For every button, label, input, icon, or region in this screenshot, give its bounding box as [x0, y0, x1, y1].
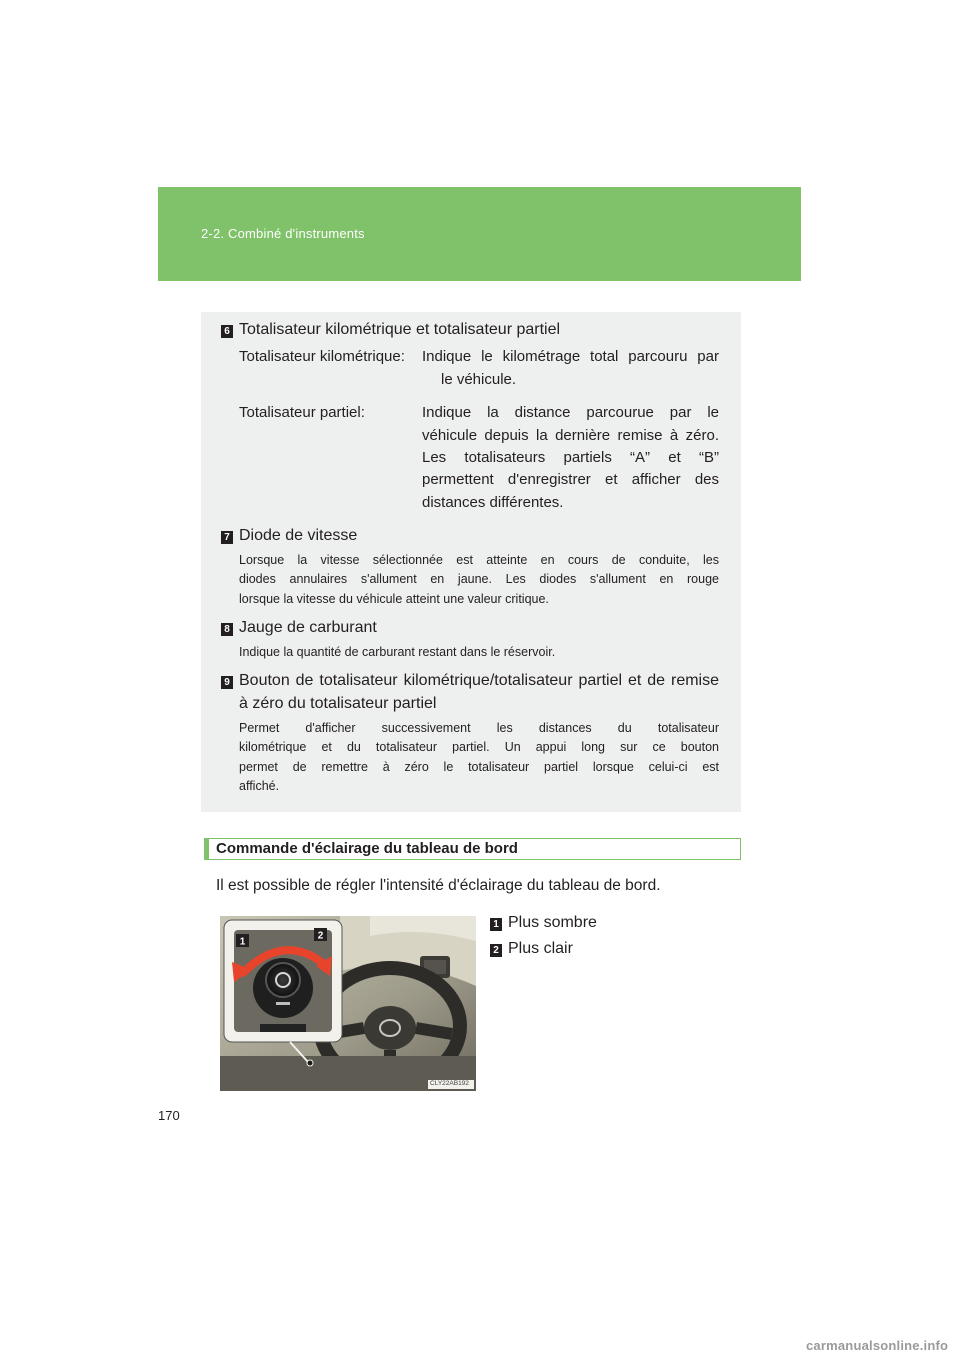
- trip-meter-desc-line4: permettent d'enregistrer et afficher des: [422, 471, 719, 488]
- item-7-desc-line3: lorsque la vitesse du véhicule atteint une valeur critique.: [239, 592, 549, 606]
- trip-meter-desc-line3: Les totalisateurs partiels “A” et “B”: [422, 449, 719, 466]
- svg-text:1: 1: [239, 936, 246, 948]
- dashboard-illustration: [220, 916, 476, 1091]
- dashboard-illumination-photo: [220, 916, 476, 1091]
- odometer-label: Totalisateur kilométrique:: [239, 348, 405, 365]
- image-code: CLY22AB192: [430, 1080, 469, 1087]
- item-9-desc-line2: kilométrique et du totalisateur partiel. Un appui long sur ce bouton: [239, 740, 719, 754]
- item-9-desc-line4: affiché.: [239, 779, 280, 793]
- item-9-title-line1: Bouton de totalisateur kilométrique/totalisateur partiel et de remise: [239, 672, 719, 689]
- item-9-desc-line1: Permet d'afficher successivement les distances du totalisateur: [239, 721, 719, 735]
- item-7-desc-line1: Lorsque la vitesse sélectionnée est atteinte en cours de conduite, les: [239, 553, 719, 567]
- trip-meter-desc-line1: Indique la distance parcourue par le: [422, 404, 719, 421]
- item-7-desc-line2: diodes annulaires s'allument en jaune. Les diodes s'allument en rouge: [239, 572, 719, 586]
- legend-number-1: 1: [490, 918, 502, 931]
- odometer-desc-line1: Indique le kilométrage total parcouru par: [422, 348, 719, 365]
- item-8-desc-line1: Indique la quantité de carburant restant dans le réservoir.: [239, 645, 556, 659]
- page-number: 170: [158, 1108, 180, 1123]
- item-number-7: 7: [221, 531, 233, 544]
- svg-text:2: 2: [317, 930, 324, 942]
- item-number-9: 9: [221, 676, 233, 689]
- section-heading-accent: [204, 838, 209, 860]
- item-number-6: 6: [221, 325, 233, 338]
- item-9-desc-line3: permet de remettre à zéro le totalisateur partiel lorsque celui-ci est: [239, 760, 719, 774]
- section-intro: Il est possible de régler l'intensité d'éclairage du tableau de bord.: [216, 877, 661, 894]
- trip-meter-desc-line5: distances différentes.: [422, 494, 564, 511]
- legend-number-2: 2: [490, 944, 502, 957]
- odometer-desc-line2: le véhicule.: [441, 371, 517, 388]
- item-7-title: Diode de vitesse: [239, 527, 358, 544]
- item-6-title: Totalisateur kilométrique et totalisateur partiel: [239, 321, 561, 338]
- item-number-8: 8: [221, 623, 233, 636]
- legend-label-brighter: Plus clair: [508, 940, 573, 957]
- trip-meter-label: Totalisateur partiel:: [239, 404, 365, 421]
- legend-label-darker: Plus sombre: [508, 914, 597, 931]
- breadcrumb: 2-2. Combiné d'instruments: [201, 226, 365, 241]
- trip-meter-desc-line2: véhicule depuis la dernière remise à zéro.: [422, 427, 719, 444]
- item-9-title-line2: à zéro du totalisateur partiel: [239, 695, 437, 712]
- section-title: Commande d'éclairage du tableau de bord: [216, 840, 518, 857]
- watermark: carmanualsonline.info: [806, 1338, 949, 1353]
- item-8-title: Jauge de carburant: [239, 619, 377, 636]
